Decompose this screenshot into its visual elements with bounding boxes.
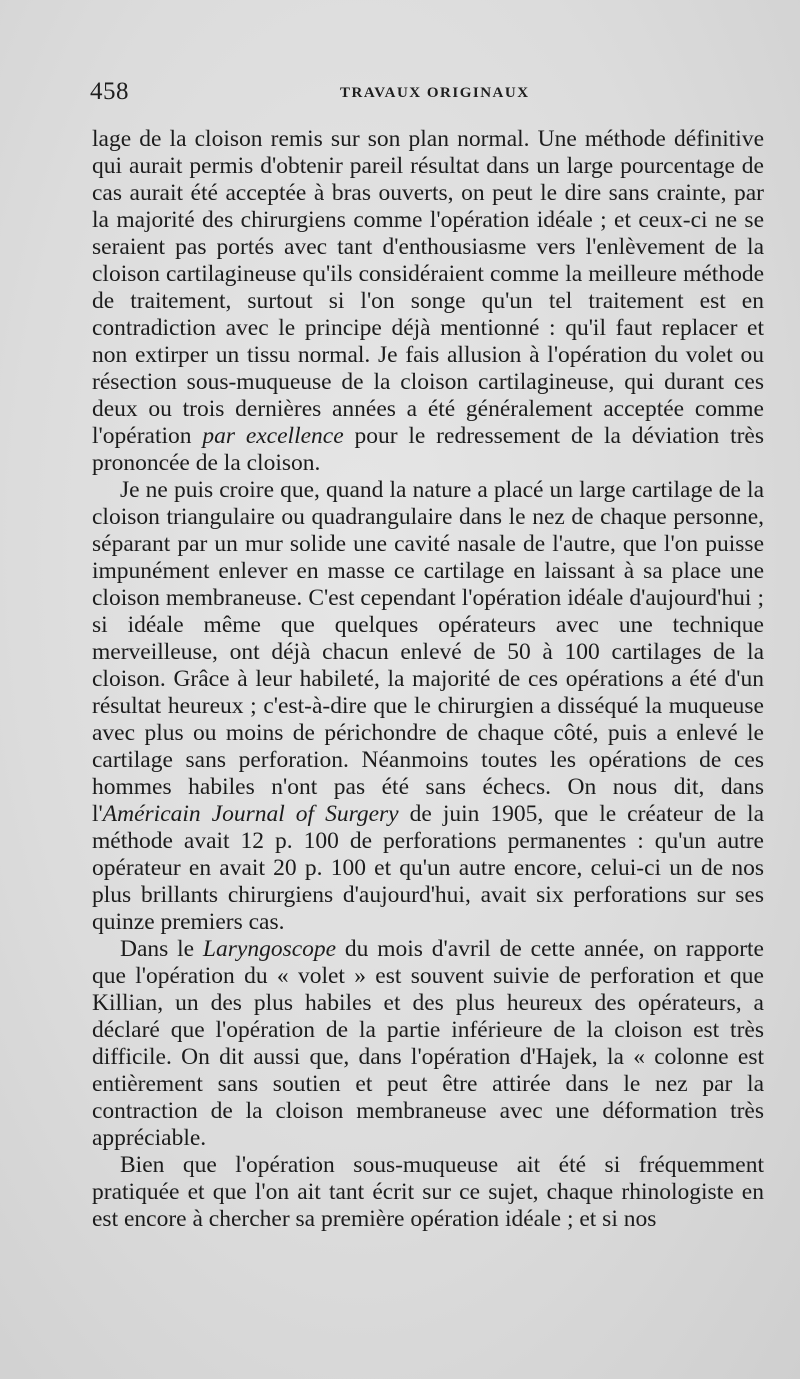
page-header	[90, 78, 750, 110]
paragraph-3-text-2: du mois d'avril de cette année, on rapporte que l'opération du « volet » est souvent suivie de perforation et que Killian, un des plus habiles et des plus heureux des opérateurs, a déclaré que l'opération de la partie inférieure de la cloison est très difficile. On dit aussi que, dans l'opération d'Hajek, la « colonne est entièrement sans soutien et peut être attirée dans le nez par la contraction de la cloison membraneuse avec une déformation très appréciable.	[92, 936, 764, 1151]
paragraph-1	[92, 126, 764, 477]
paragraph-1-text-1: lage de la cloison remis sur son plan normal. Une méthode définitive qui aurait permis d'obtenir pareil résultat dans un large pourcentage de cas aurait été acceptée à bras ouverts, on peut le dire sans crainte, par la majorité des chirurgiens comme l'opération idéale ; et ceux-ci ne se seraient pas portés avec tant d'enthousiasme vers l'enlèvement de la cloison cartilagineuse qu'ils considéraient comme la meilleure méthode de traitement, surtout si l'on songe qu'un tel traitement est en contradiction avec le principe déjà mentionné : qu'il faut replacer et non extirper un tissu normal. Je fais allusion à l'opération du volet ou résection sous-muqueuse de la cloison cartilagineuse, qui durant ces deux ou trois dernières années a été généralement acceptée comme l'opération	[92, 126, 764, 449]
paragraph-2	[92, 477, 764, 936]
paragraph-1-text-2: pour le redressement de la déviation très prononcée de la cloison.	[92, 423, 765, 476]
page-number: 458	[90, 78, 129, 105]
paragraph-1-italic-par-excellence: par excellence	[202, 423, 344, 449]
paragraph-4	[92, 1152, 764, 1233]
paragraph-2-text-1: Je ne puis croire que, quand la nature a placé un large cartilage de la cloison triangulaire ou quadrangulaire dans le nez de chaque personne, séparant par un mur solide une cavité nasale de l'autre, que l'on puisse impunément enlever en masse ce cartilage en laissant à sa place une cloison membraneuse. C'est cependant l'opération idéale d'aujourd'hui ; si idéale même que quelques opérateurs avec une technique merveilleuse, ont déjà chacun enlevé de 50 à 100 cartilages de la cloison. Grâce à leur habileté, la majorité de ces opérations a été d'un résultat heureux ; c'est-à-dire que le chirurgien a disséqué la muqueuse avec plus ou moins de périchondre de chaque côté, puis a enlevé le cartilage sans perforation. Néanmoins toutes les opérations de ces hommes habiles n'ont pas été sans échecs. On nous dit, dans l'	[92, 477, 764, 827]
paragraph-2-italic-journal-title: Américain Journal of Surgery	[102, 801, 399, 827]
paragraph-4-text-1: Bien que l'opération sous-muqueuse ait été si fréquemment pratiquée et que l'on ait tant écrit sur ce sujet, chaque rhinologiste en est encore à chercher sa première opération idéale ; et si nos	[92, 1152, 764, 1232]
paragraph-3-italic-laryngoscope: Laryngoscope	[202, 936, 337, 962]
paragraph-3-text-1: Dans le	[120, 936, 203, 962]
body-text	[92, 126, 764, 1233]
paragraph-3	[92, 936, 764, 1152]
running-title: TRAVAUX ORIGINAUX	[340, 85, 530, 101]
paragraph-2-text-2: de juin 1905, que le créateur de la méthode avait 12 p. 100 de perforations permanentes : qu'un autre opérateur en avait 20 p. 100 et qu'un autre encore, celui-ci un de nos plus brillants chirurgiens d'aujourd'hui, avait six perforations sur ses quinze premiers cas.	[92, 801, 764, 935]
